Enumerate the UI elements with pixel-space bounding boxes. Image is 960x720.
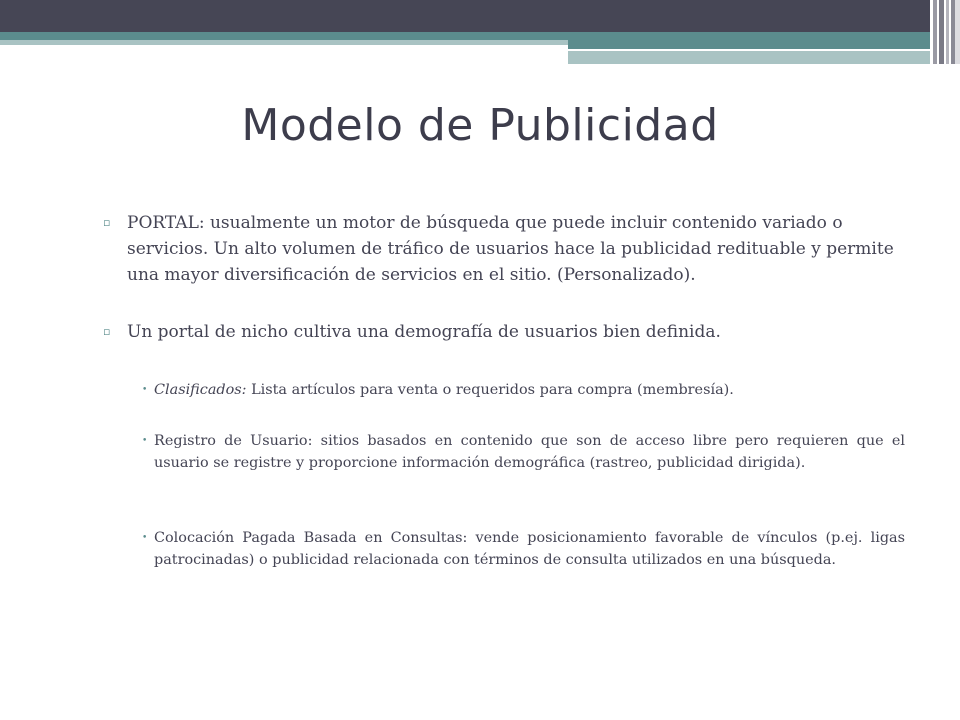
header-stripes [930,0,960,64]
bullet-niche-portal [103,319,905,345]
subbullet-marker-icon: • [142,533,148,543]
subbullet-text: Registro de Usuario: sitios basados en contenido que son de acceso libre pero requieren que el usuario se registre y proporcione información demográfica (rastreo, publicidad dirigida). [154,433,905,471]
bullet-portal [103,210,905,288]
subbullet-marker-icon: • [142,385,148,395]
header-accent-right-light-bar [568,51,930,64]
header-accent-bar [0,32,930,40]
subbullet-marker-icon: • [142,436,148,446]
header-accent-light-bar [0,40,568,45]
bullet-text: Un portal de nicho cultiva una demografía de usuarios bien definida. [127,322,721,342]
subbullet-body: Lista artículos para venta o requeridos para compra (membresía). [246,382,734,398]
header-accent-right-bar [568,40,930,49]
bullet-text: PORTAL: usualmente un motor de búsqueda que puede incluir contenido variado o servicios. Un alto volumen de tráfico de usuarios hace la publicidad redituable y permite una mayor diversificación de servicios en el sitio. (Personalizado). [127,213,894,285]
subbullet-emphasis: Clasificados: [154,382,247,398]
header-bar [0,0,930,32]
bullet-marker-icon: ▫ [103,216,111,229]
subbullet-text: Colocación Pagada Basada en Consultas: vende posicionamiento favorable de vínculos (p.ej. ligas patrocinadas) o publicidad relacionada con términos de consulta utilizados en una búsqueda. [154,530,905,568]
bullet-marker-icon: ▫ [103,325,111,338]
slide-title: Modelo de Publicidad [241,100,719,151]
subbullet-user-registration [142,430,905,474]
subbullet-classifieds [142,379,905,401]
subbullet-text [154,379,905,401]
subbullet-paid-placement [142,527,905,571]
